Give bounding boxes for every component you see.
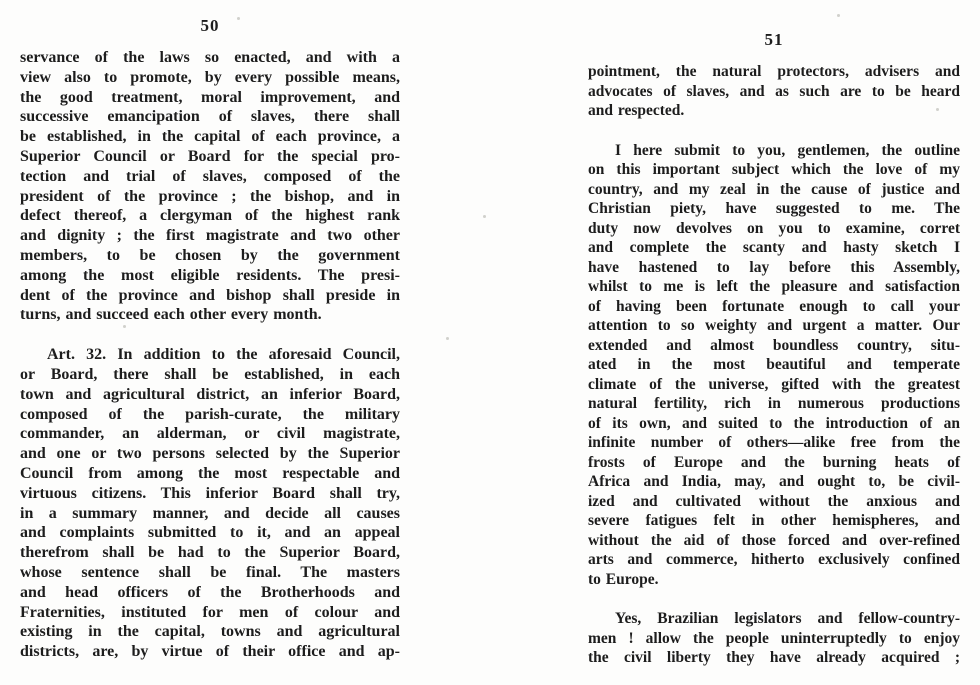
paragraph-submission	[588, 141, 960, 590]
text-line: whose sentence shall be final. The masters	[20, 563, 400, 581]
text-line: of its own, and suited to the introduction of an	[588, 414, 960, 432]
text-line: I here submit to you, gentlemen, the outline	[615, 141, 960, 159]
text-line: extended and almost boundless country, situ-	[588, 336, 960, 354]
paragraph-art-32	[20, 345, 400, 662]
text-line: climate of the universe, gifted with the greatest	[588, 375, 960, 393]
text-line: therefrom shall be had to the Superior Board,	[20, 544, 400, 562]
text-line: frosts of Europe and the burning heats of	[588, 453, 960, 471]
scan-speck	[837, 14, 840, 17]
text-line: view also to promote, by every possible means,	[20, 68, 400, 86]
text-line: have hastened to lay before this Assembly,	[588, 258, 960, 276]
text-line: men ! allow the people uninterruptedly to enjoy	[588, 629, 960, 647]
text-line: Superior Council or Board for the special pro-	[20, 147, 400, 165]
text-line: turns, and succeed each other every month.	[20, 306, 322, 324]
text-line: Art. 32. In addition to the aforesaid Council,	[47, 346, 400, 364]
text-line: in a summary manner, and decide all causes	[20, 504, 400, 522]
text-line: virtuous citizens. This inferior Board shall try,	[20, 484, 400, 502]
text-line: members, to be chosen by the government	[20, 246, 400, 264]
text-line: districts, are, by virtue of their office and ap-	[20, 643, 400, 661]
page-number-left: 50	[200, 16, 220, 35]
text-line: to Europe.	[588, 570, 659, 588]
page-number-right: 51	[764, 30, 784, 49]
text-line: ized and cultivated without the anxious and	[588, 492, 960, 510]
text-line: and complete the scanty and hasty sketch I	[588, 239, 960, 256]
text-line: president of the province ; the bishop, and in	[20, 187, 400, 205]
text-line: infinite number of others—alike free from the	[588, 434, 960, 451]
paragraph-law-observance	[20, 48, 400, 325]
text-line: whilst to me is left the pleasure and satisfaction	[588, 278, 960, 295]
paragraph-appointment	[588, 62, 960, 121]
text-line: among the most eligible residents. The presi-	[20, 266, 400, 284]
text-line: the good treatment, moral improvement, and	[20, 88, 400, 106]
text-line: Fraternities, instituted for men of colour and	[20, 603, 400, 621]
text-line: tection and trial of slaves, composed of the	[20, 167, 400, 185]
text-line: of having been fortunate enough to call your	[588, 297, 960, 315]
text-line: attention to so weighty and urgent a matter. Our	[588, 317, 960, 334]
text-line: Africa and India, may, and ought to, be civil-	[588, 473, 960, 490]
text-line: duty now devolves on you to examine, corret	[588, 219, 960, 237]
text-line: dent of the province and bishop shall preside in	[20, 286, 400, 304]
text-line: on this important subject which the love of my	[588, 161, 960, 178]
text-line: pointment, the natural protectors, advisers and	[588, 63, 960, 80]
scan-speck	[936, 108, 939, 111]
page-left	[20, 16, 400, 662]
text-line: Yes, Brazilian legislators and fellow-country-	[615, 610, 960, 627]
text-line: Christian piety, have suggested to me. The	[588, 200, 960, 217]
text-line: arts and commerce, hitherto exclusively confined	[588, 551, 960, 568]
paragraph-brazilian-legislators	[588, 609, 960, 668]
scan-speck	[483, 215, 486, 218]
scan-speck	[446, 337, 449, 340]
text-line: the civil liberty they have already acquired ;	[588, 649, 960, 666]
text-line: composed of the parish-curate, the military	[20, 405, 400, 423]
text-line: defect thereof, a clergyman of the highest rank	[20, 207, 400, 225]
text-line: existing in the capital, towns and agricultural	[20, 623, 400, 641]
text-line: and one or two persons selected by the Superior	[20, 445, 400, 463]
text-line: servance of the laws so enacted, and with a	[20, 49, 400, 66]
scan-speck	[123, 325, 126, 328]
text-line: advocates of slaves, and as such are to be heard	[588, 82, 960, 100]
text-line: severe fatigues felt in other hemispheres, and	[588, 512, 960, 529]
text-line: be established, in the capital of each province, a	[20, 128, 400, 146]
text-line: Council from among the most respectable and	[20, 464, 400, 482]
text-line: or Board, there shall be established, in each	[20, 365, 400, 383]
text-line: country, and my zeal in the cause of justice and	[588, 180, 960, 198]
text-line: successive emancipation of slaves, there shall	[20, 108, 400, 126]
scan-speck	[237, 17, 240, 20]
text-line: and respected.	[588, 102, 685, 119]
text-line: town and agricultural district, an inferior Board,	[20, 385, 400, 403]
text-line: ated in the most beautiful and temperate	[588, 356, 960, 373]
text-line: without the aid of those forced and over-refined	[588, 531, 960, 549]
text-line: commander, an alderman, or civil magistrate,	[20, 425, 400, 443]
text-line: and dignity ; the first magistrate and two other	[20, 227, 400, 245]
text-line: and head officers of the Brotherhoods and	[20, 583, 400, 601]
text-line: and complaints submitted to it, and an appeal	[20, 524, 400, 542]
text-line: natural fertility, rich in numerous productions	[588, 395, 960, 412]
page-right	[588, 30, 960, 668]
